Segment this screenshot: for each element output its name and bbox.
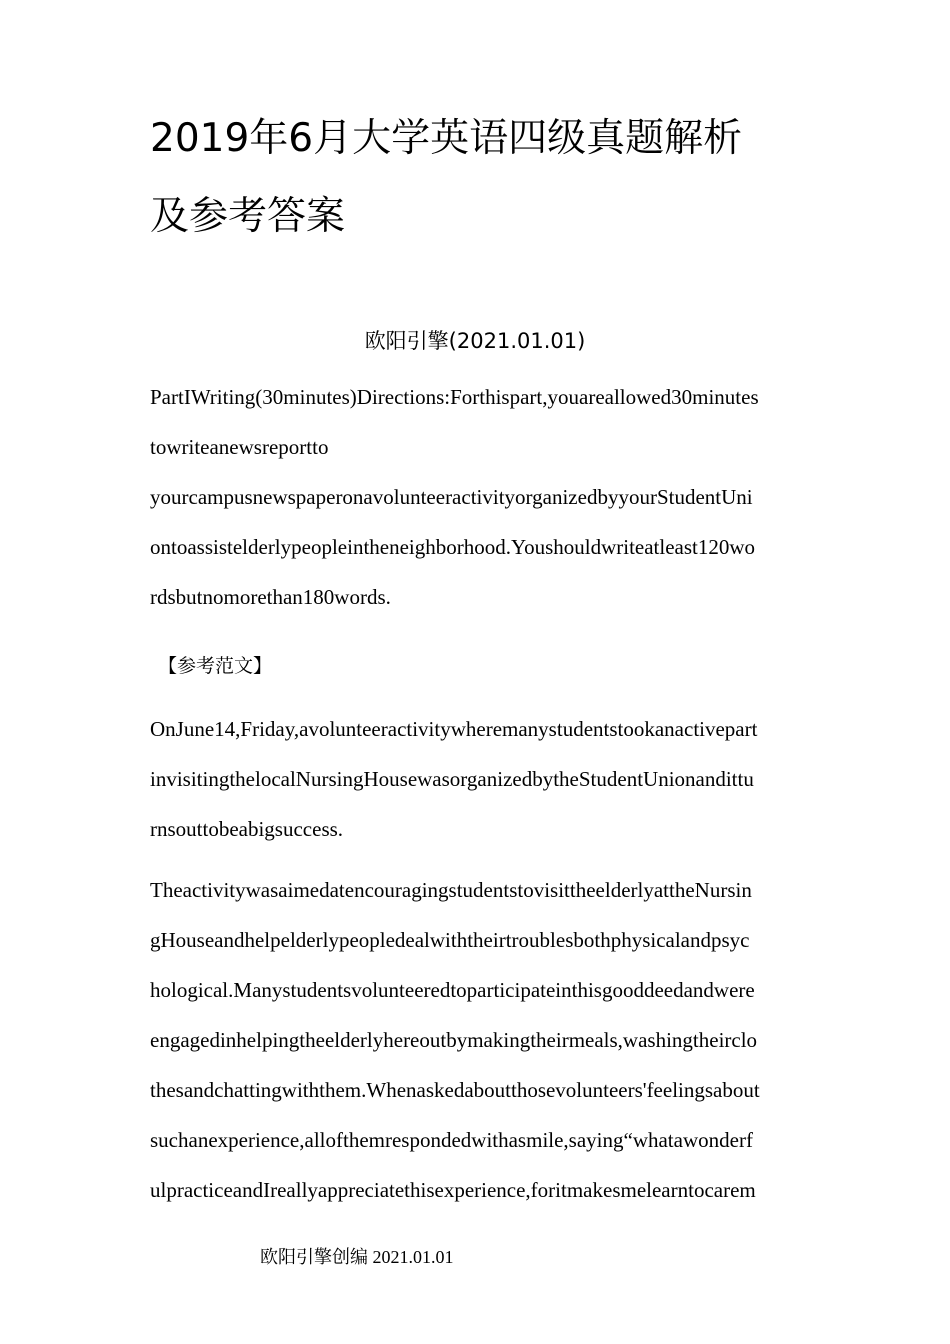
essay-line: invisitingthelocalNursingHousewasorganizedbytheStudentUnionandittu bbox=[150, 767, 754, 791]
essay-line: OnJune14,Friday,avolunteeractivitywheremanystudentstookanactivepart bbox=[150, 717, 758, 741]
document-title-line-2: 及参考答案 bbox=[150, 194, 346, 239]
essay-line: hological.Manystudentsvolunteeredtoparticipateinthisgooddeedandwere bbox=[150, 978, 755, 1002]
sample-essay-heading: 【参考范文】 bbox=[158, 655, 273, 677]
essay-line: ulpracticeandIreallyappreciatethisexperience,foritmakesmelearntocarem bbox=[150, 1178, 756, 1202]
directions-line: yourcampusnewspaperonavolunteeractivityorganizedbyyourStudentUni bbox=[150, 485, 753, 509]
author-date: 欧阳引擎(2021.01.01) bbox=[364, 329, 586, 353]
page-footer: 欧阳引擎创编 2021.01.01 bbox=[260, 1247, 454, 1267]
essay-line: gHouseandhelpelderlypeopledealwiththeirtroublesbothphysicalandpsyc bbox=[150, 928, 750, 952]
directions-line: towriteanewsreportto bbox=[150, 435, 329, 459]
directions-line: ontoassistelderlypeopleintheneighborhood.Youshouldwriteatleast120wo bbox=[150, 535, 756, 559]
essay-line: engagedinhelpingtheelderlyhereoutbymakingtheirmeals,washingtheirclo bbox=[150, 1028, 758, 1052]
directions-line: PartIWriting(30minutes)Directions:Forthispart,youareallowed30minutes bbox=[150, 385, 759, 409]
document-title-line-1: 2019年6月大学英语四级真题解析 bbox=[150, 116, 743, 161]
essay-line: rnsouttobeabigsuccess. bbox=[150, 817, 344, 841]
directions-line: rdsbutnomorethan180words. bbox=[150, 585, 391, 609]
essay-line: suchanexperience,allofthemrespondedwithasmile,saying“whatawonderf bbox=[150, 1128, 753, 1152]
essay-line: thesandchattingwiththem.Whenaskedaboutthosevolunteers'feelingsabout bbox=[150, 1078, 760, 1102]
essay-line: TheactivitywasaimedatencouragingstudentstovisittheelderlyattheNursin bbox=[150, 878, 752, 902]
